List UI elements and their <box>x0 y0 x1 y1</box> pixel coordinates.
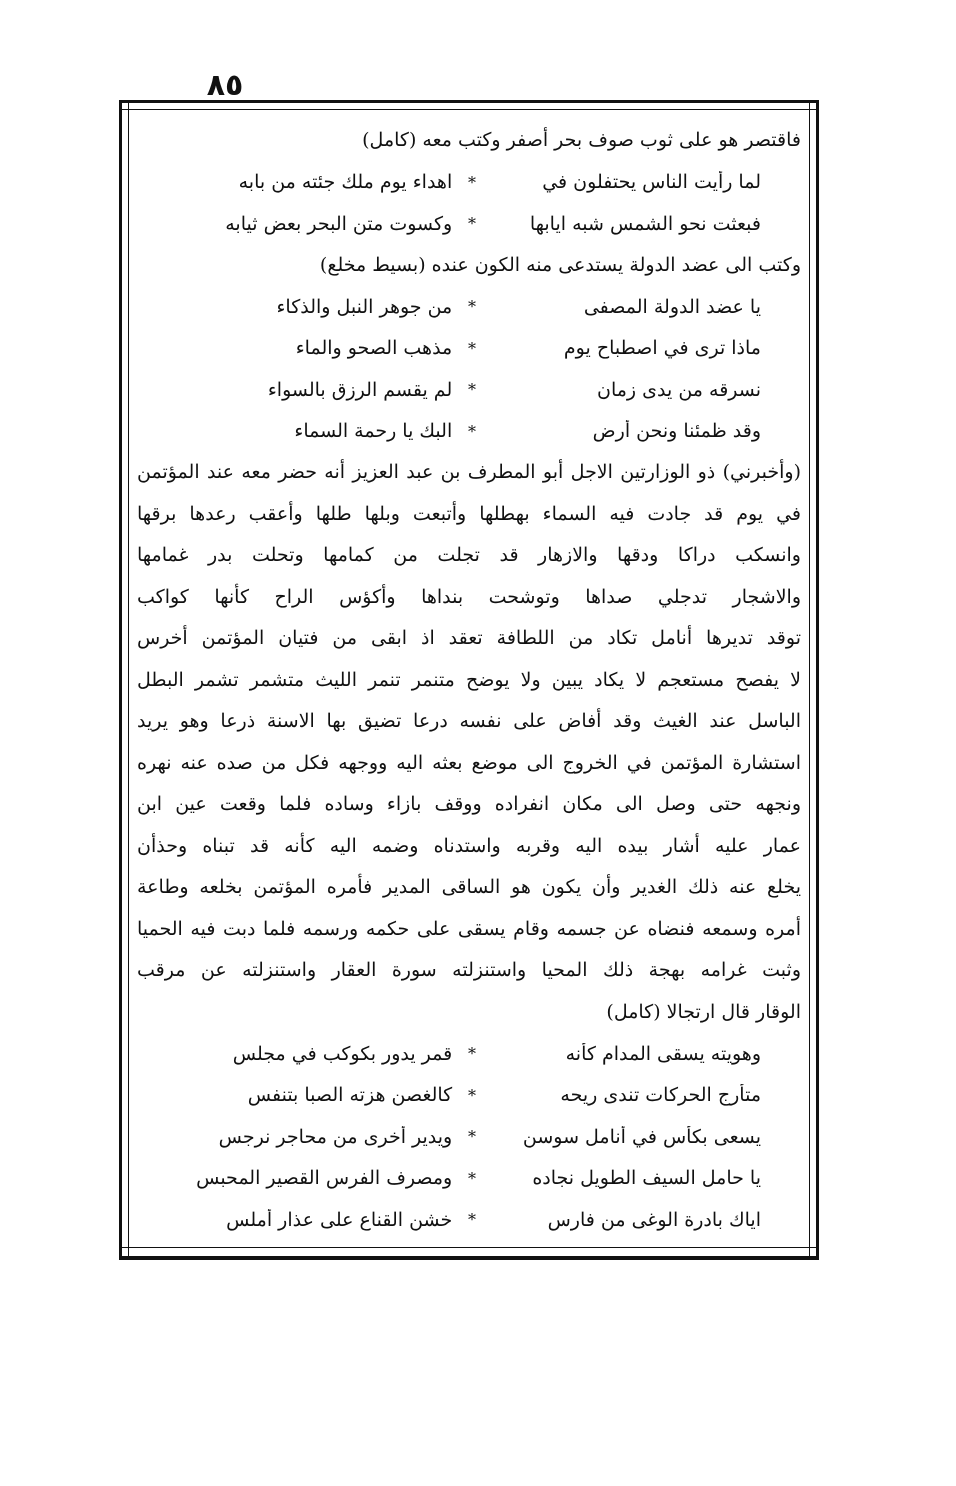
hemistich: اهداء يوم ملك جئته من بابه <box>238 171 453 194</box>
verse-line <box>177 369 761 411</box>
hemistich: يسعى بكأس في أنامل سوسن <box>522 1125 761 1148</box>
prose-line: استشارة المؤتمن في الخروج الى موضع بعثه اليه ووجهه فكل من صده عنه نهره <box>137 751 801 774</box>
hemistich: اياك بادرة الوغى من فارس <box>547 1208 761 1231</box>
verse-line <box>177 203 761 245</box>
verse-line <box>177 1075 761 1117</box>
hemistich: وكسوت متن البحر بعض ثيابه <box>225 212 453 235</box>
hemistich: من جوهر النبل والذكاء <box>276 295 453 318</box>
frame-border-right <box>809 100 819 1260</box>
prose-line: وثبت غرامه بهجة ذلك المحيا واستنزلته سورة العقار واستنزلته عن مرقب <box>137 959 801 981</box>
verse-separator: * <box>468 1085 476 1105</box>
poem-3 <box>177 1033 761 1241</box>
verse-separator: * <box>468 1044 476 1064</box>
verse-line <box>177 162 761 204</box>
hemistich: متأرج الحركات تندى ريحه <box>560 1084 761 1107</box>
prose-line: وانسكب دراكا ودقها والازهار قد تجلت من كمامها وتحلت بدر غمامها <box>137 544 801 566</box>
prose-line: أمره وسمعه فنضاه عن جسمه وقام يسقى على حكمه ورسمه فلما دبت فيه الحميا <box>137 917 801 940</box>
hemistich: البك يا رحمة السماء <box>294 420 453 443</box>
intro-line: فاقتصر هو على ثوب صوف بحر أصفر وكتب معه (كامل) <box>362 129 801 151</box>
prose-line: لا يفصح مستعجم لا يكاد يبين ولا يوضح متنمر تنمر الليث متشمر تشمر البطل <box>137 668 801 691</box>
prose-line: توقد تديرها أنامل تكاد من اللطافة تعقد اذ ابقى من فتيان المؤتمن أخرس <box>137 627 801 649</box>
hemistich: نسرقه من يدى زمان <box>597 378 761 401</box>
hemistich: قمر يدور بكوكب في مجلس <box>232 1042 453 1065</box>
verse-separator: * <box>468 297 476 317</box>
text-body <box>137 120 801 1230</box>
verse-line <box>177 1158 761 1200</box>
hemistich: يا عضد الدولة المصفى <box>583 295 761 318</box>
prose-line: ونجهه حتى وصل الى مكان انفراده ووقف بازاء وساده فلما وقعت عين ابن <box>137 793 801 815</box>
hemistich: ويدير أخرى من محاجر نرجس <box>218 1125 453 1148</box>
verse-line <box>177 286 761 328</box>
verse-separator: * <box>468 421 476 441</box>
hemistich: وقد ظمئنا ونحن أرض <box>592 420 761 443</box>
verse-separator: * <box>468 338 476 358</box>
page-frame <box>119 100 819 1260</box>
hemistich: فبعثت نحو الشمس شبه ايابها <box>529 212 761 235</box>
verse-separator: * <box>468 172 476 192</box>
frame-border-left <box>119 100 129 1260</box>
frame-border-top <box>119 100 819 110</box>
verse-line <box>177 1199 761 1241</box>
poem-2 <box>177 286 761 452</box>
verse-line <box>177 1116 761 1158</box>
frame-border-bottom <box>119 1247 819 1260</box>
intro-line: الوقار قال ارتجالا (كامل) <box>606 1000 801 1023</box>
prose-line: (وأخبرني) ذو الوزارتين الاجل أبو المطرف بن عبد العزيز أنه حضر معه عند المؤتمن <box>137 461 801 483</box>
prose-line: عمار عليه أشار بيده اليه وقربه واستدناه وضمه اليه كأنه قد تبناه وحذأن <box>137 834 801 857</box>
verse-separator: * <box>468 380 476 400</box>
hemistich: ومصرف الفرس القصير المحبس <box>196 1167 453 1190</box>
hemistich: كالغصن هزته الصبا بتنفس <box>247 1084 453 1107</box>
verse-separator: * <box>468 1127 476 1147</box>
hemistich: ماذا ترى في اصطباح يوم <box>563 337 761 360</box>
hemistich: وهويته يسقى المدام كأنه <box>565 1042 761 1065</box>
prose-line: في يوم قد جادت فيه السماء بهطلها وأتبعت وبلها طلها وأعقب رعدها برقها <box>137 502 801 525</box>
verse-line <box>177 1033 761 1075</box>
prose-line: والاشجار تدجلي صداها وتوشحت بنداها وأكؤس الراح كأنها كواكب <box>137 585 801 608</box>
hemistich: مذهب الصحو والماء <box>295 337 453 360</box>
hemistich: يا حامل السيف الطويل نجاده <box>532 1167 761 1190</box>
page-number: ٨٥ <box>206 68 244 103</box>
verse-line <box>177 411 761 453</box>
prose-line: يخلع عنه ذلك الغدير وأن يكون هو الساقى المدير فأمره المؤتمن بخلعه وطاعة <box>137 876 801 898</box>
intro-line: وكتب الى عضد الدولة يستدعى منه الكون عنده (بسيط مخلع) <box>319 253 801 276</box>
hemistich: خشن القناع على عذار أملس <box>226 1208 453 1231</box>
verse-line <box>177 328 761 370</box>
hemistich: لما رأيت الناس يحتفلون في <box>542 171 761 194</box>
hemistich: لم يقسم الرزق بالسواء <box>267 378 453 401</box>
verse-separator: * <box>468 1210 476 1230</box>
verse-separator: * <box>468 214 476 234</box>
poem-1 <box>177 162 761 245</box>
verse-separator: * <box>468 1168 476 1188</box>
prose-line: الباسل عند الغيث وقد أفاض على نفسه درعا تضيق بها الاسنة ذرعا وهو يريد <box>137 710 801 732</box>
